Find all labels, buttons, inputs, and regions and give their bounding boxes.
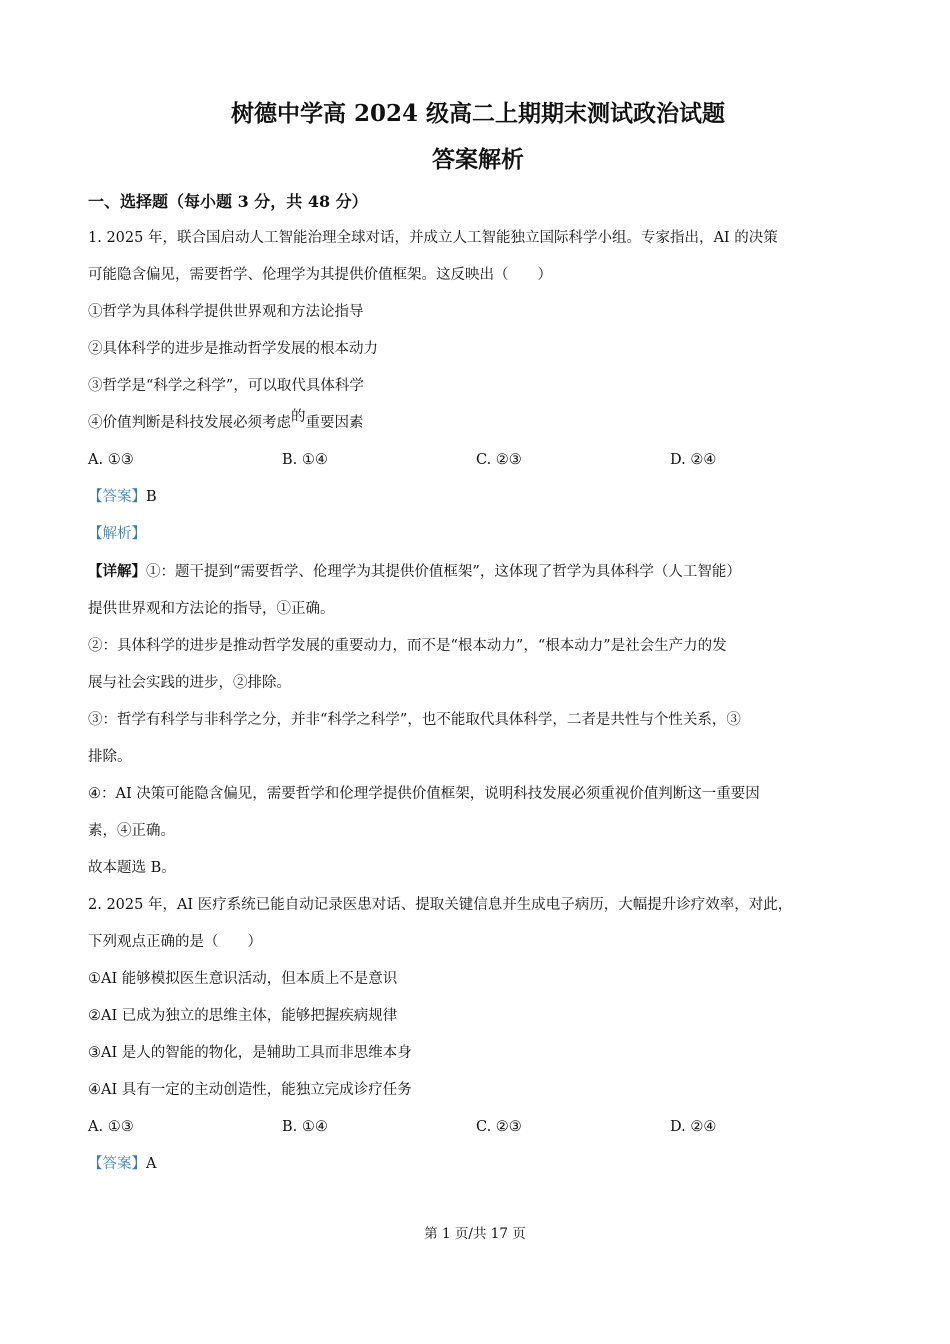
q1-option-a: A. ①③	[88, 452, 134, 468]
q1-option-d: D. ②④	[670, 452, 717, 468]
q1-option-c: C. ②③	[476, 452, 522, 468]
q1-statement-2: ②具体科学的进步是推动哲学发展的根本动力	[88, 341, 378, 357]
q2-statement-2: ②AI 已成为独立的思维主体，能够把握疾病规律	[88, 1008, 398, 1024]
q1-options	[88, 442, 868, 479]
q2-stem-line1: 2. 2025 年，AI 医疗系统已能自动记录医患对话、提取关键信息并生成电子病历，大幅提升诊疗效率，对此，	[88, 897, 793, 913]
q2-options	[88, 1109, 868, 1146]
section-heading: 一、选择题（每小题 3 分，共 48 分）	[88, 192, 368, 211]
q1-statement-4	[88, 405, 868, 442]
q1-detail-1-line2: 提供世界观和方法论的指导，①正确。	[88, 601, 335, 617]
q1-detail-2-line2: 展与社会实践的进步，②排除。	[88, 675, 291, 691]
q1-statement-3: ③哲学是“科学之科学”，可以取代具体科学	[88, 378, 364, 394]
q2-option-a: A. ①③	[88, 1119, 134, 1135]
q1-answer-tag: 【答案】	[88, 489, 146, 505]
q2-answer-value: A	[146, 1156, 157, 1172]
page-footer: 第 1 页/共 17 页	[424, 1226, 526, 1242]
q1-answer	[88, 479, 868, 516]
q1-detail-1-text: ①：题干提到“需要哲学、伦理学为其提供价值框架”，这体现了哲学为具体科学（人工智能）	[146, 564, 741, 580]
q1-statement-4-part-a: ④价值判断是科技发展必须考虑	[88, 415, 291, 431]
document-page	[88, 96, 868, 1183]
q1-detail-1-line1	[88, 553, 868, 591]
q1-option-b: B. ①④	[282, 452, 328, 468]
q1-analysis-tag: 【解析】	[88, 526, 146, 542]
question-1	[88, 220, 868, 887]
q1-detail-4-line1: ④：AI 决策可能隐含偏见，需要哲学和伦理学提供价值框架，说明科技发展必须重视价值判断这一重要因	[88, 786, 760, 802]
q2-answer	[88, 1146, 868, 1183]
q2-option-d: D. ②④	[670, 1119, 717, 1135]
q1-detail-3-line2: 排除。	[88, 749, 132, 765]
document-title: 树德中学高 2024 级高二上期期末测试政治试题	[230, 100, 726, 127]
q1-detail-4-line2: 素，④正确。	[88, 823, 175, 839]
q1-detail-tag: 【详解】	[88, 563, 146, 580]
q1-answer-value: B	[146, 489, 157, 505]
q2-answer-tag: 【答案】	[88, 1156, 146, 1172]
q1-conclusion: 故本题选 B。	[88, 860, 176, 876]
q1-statement-4-part-b: 重要因素	[305, 415, 364, 431]
q1-statement-1: ①哲学为具体科学提供世界观和方法论指导	[88, 304, 364, 320]
q1-statement-4-sup: 的	[291, 409, 306, 425]
q1-stem-line1: 1. 2025 年，联合国启动人工智能治理全球对话，并成立人工智能独立国际科学小组。专家指出，AI 的决策	[88, 230, 778, 246]
q2-statement-1: ①AI 能够模拟医生意识活动，但本质上不是意识	[88, 971, 398, 987]
q2-option-c: C. ②③	[476, 1119, 522, 1135]
q1-detail-2-line1: ②：具体科学的进步是推动哲学发展的重要动力，而不是“根本动力”，“根本动力”是社会生产力的发	[88, 638, 727, 654]
q2-statement-3: ③AI 是人的智能的物化，是辅助工具而非思维本身	[88, 1045, 412, 1061]
q1-detail-3-line1: ③：哲学有科学与非科学之分，并非“科学之科学”，也不能取代具体科学，二者是共性与个性关系，③	[88, 712, 741, 728]
question-2	[88, 887, 868, 1183]
q2-stem-line2: 下列观点正确的是（ ）	[88, 934, 262, 950]
q2-option-b: B. ①④	[282, 1119, 328, 1135]
q2-statement-4: ④AI 具有一定的主动创造性，能独立完成诊疗任务	[88, 1082, 412, 1098]
q1-stem-line2: 可能隐含偏见，需要哲学、伦理学为其提供价值框架。这反映出（ ）	[88, 267, 552, 283]
document-subtitle: 答案解析	[432, 146, 524, 173]
